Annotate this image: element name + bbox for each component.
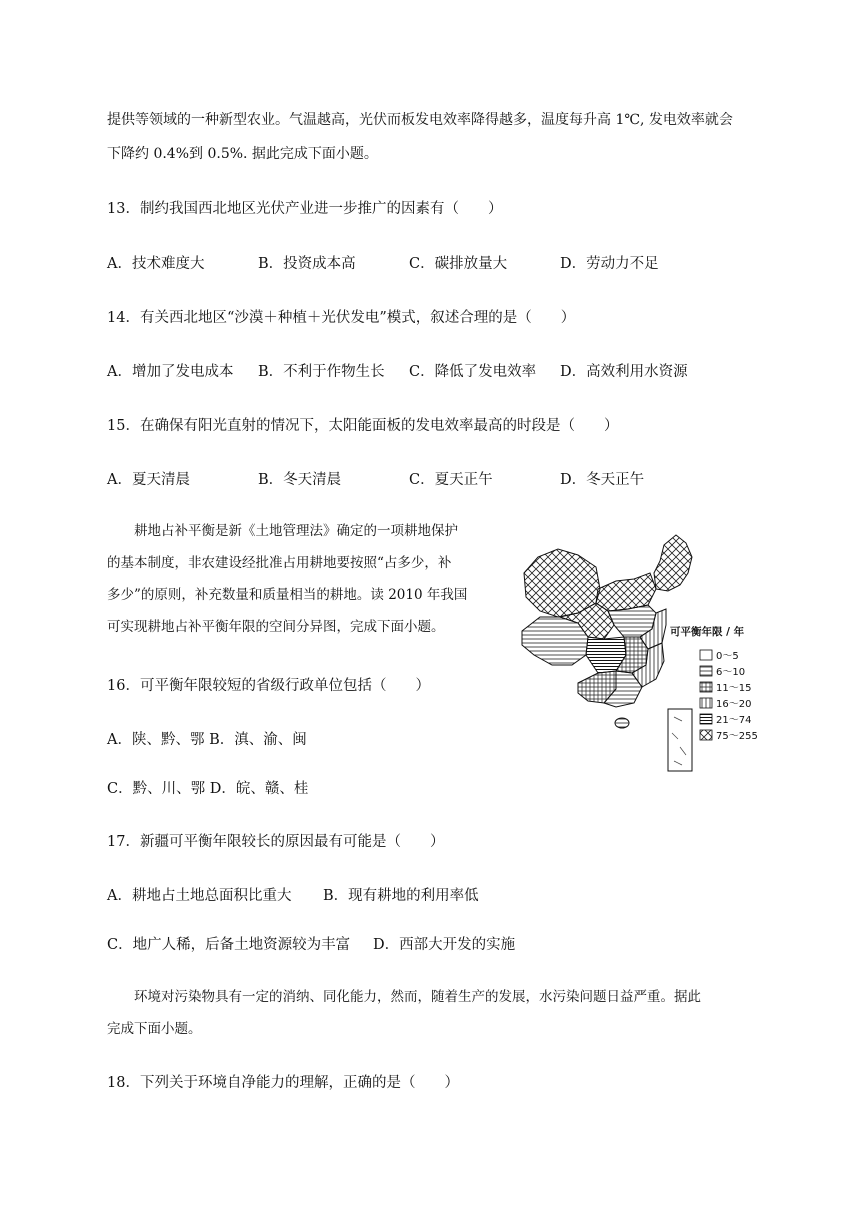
intro-line-1: 提供等领域的一种新型农业。气温越高，光伏而板发电效率降得越多，温度每升高 1℃, 发电效率就会 <box>107 112 733 128</box>
q17-option-c[interactable]: C．地广人稀，后备土地资源较为丰富 <box>107 937 351 953</box>
legend-label-2: 6～10 <box>716 667 746 678</box>
q15-option-a[interactable]: A．夏天清晨 <box>107 472 190 488</box>
intro-line-2: 下降约 0.4%到 0.5%. 据此完成下面小题。 <box>107 146 378 162</box>
question-17-stem: 17．新疆可平衡年限较长的原因最有可能是（ ） <box>107 834 445 850</box>
q16-options-row-2[interactable]: C．黔、川、鄂 D．皖、赣、桂 <box>107 781 309 797</box>
question-16-stem: 16．可平衡年限较短的省级行政单位包括（ ） <box>107 678 430 694</box>
question-14-options <box>107 362 688 382</box>
question-14-stem: 14．有关西北地区“沙漠＋种植＋光伏发电”模式，叙述合理的是（ ） <box>107 310 576 326</box>
q17-option-d[interactable]: D．西部大开发的实施 <box>373 937 516 953</box>
china-map-shape <box>522 535 692 728</box>
q15-option-b[interactable]: B．冬天清晨 <box>258 472 342 488</box>
question-15-options <box>107 470 644 490</box>
q14-option-a[interactable]: A．增加了发电成本 <box>107 364 234 380</box>
q13-option-a[interactable]: A．技术难度大 <box>107 256 205 272</box>
q13-option-d[interactable]: D．劳动力不足 <box>560 256 659 272</box>
q14-option-b[interactable]: B．不利于作物生长 <box>258 364 385 380</box>
q15-option-c[interactable]: C．夏天正午 <box>409 472 493 488</box>
south-china-sea-inset <box>668 709 692 771</box>
q17-options-row-1 <box>107 886 479 906</box>
q17-options-row-2 <box>107 935 515 955</box>
passage-2-line-1: 耕地占补平衡是新《土地管理法》确定的一项耕地保护 <box>134 523 458 539</box>
q14-option-c[interactable]: C．降低了发电效率 <box>409 364 537 380</box>
q17-option-b[interactable]: B．现有耕地的利用率低 <box>323 888 479 904</box>
passage-3-line-2: 完成下面小题。 <box>107 1021 202 1037</box>
q17-option-a[interactable]: A．耕地占土地总面积比重大 <box>107 888 292 904</box>
legend-label-4: 16～20 <box>716 699 752 710</box>
question-18-stem: 18．下列关于环境自净能力的理解，正确的是（ ） <box>107 1075 459 1091</box>
q13-option-b[interactable]: B．投资成本高 <box>258 256 356 272</box>
legend-title: 可平衡年限 / 年 <box>670 626 745 638</box>
q14-option-d[interactable]: D．高效利用水资源 <box>560 364 688 380</box>
legend-label-3: 11～15 <box>716 683 752 694</box>
china-farmland-balance-map <box>516 533 760 777</box>
question-13-stem: 13．制约我国西北地区光伏产业进一步推广的因素有（ ） <box>107 201 503 217</box>
passage-2-line-2: 的基本制度，非农建设经批准占用耕地要按照“占多少，补 <box>107 555 452 571</box>
question-15-stem: 15．在确保有阳光直射的情况下，太阳能面板的发电效率最高的时段是（ ） <box>107 418 619 434</box>
legend-label-5: 21～74 <box>716 715 752 726</box>
passage-3-line-1: 环境对污染物具有一定的消纳、同化能力，然而，随着生产的发展，水污染问题日益严重。据此 <box>134 989 701 1005</box>
legend-label-6: 75～255 <box>716 731 758 742</box>
q15-option-d[interactable]: D．冬天正午 <box>560 472 645 488</box>
passage-2-line-4: 可实现耕地占补平衡年限的空间分异图，完成下面小题。 <box>107 619 445 635</box>
q13-option-c[interactable]: C．碳排放量大 <box>409 256 508 272</box>
legend-label-1: 0～5 <box>716 651 739 662</box>
q16-options-row-1[interactable]: A．陕、黔、鄂 B．滇、渝、闽 <box>107 732 307 748</box>
passage-2-line-3: 多少”的原则，补充数量和质量相当的耕地。读 2010 年我国 <box>107 587 468 603</box>
question-13-options <box>107 254 659 274</box>
